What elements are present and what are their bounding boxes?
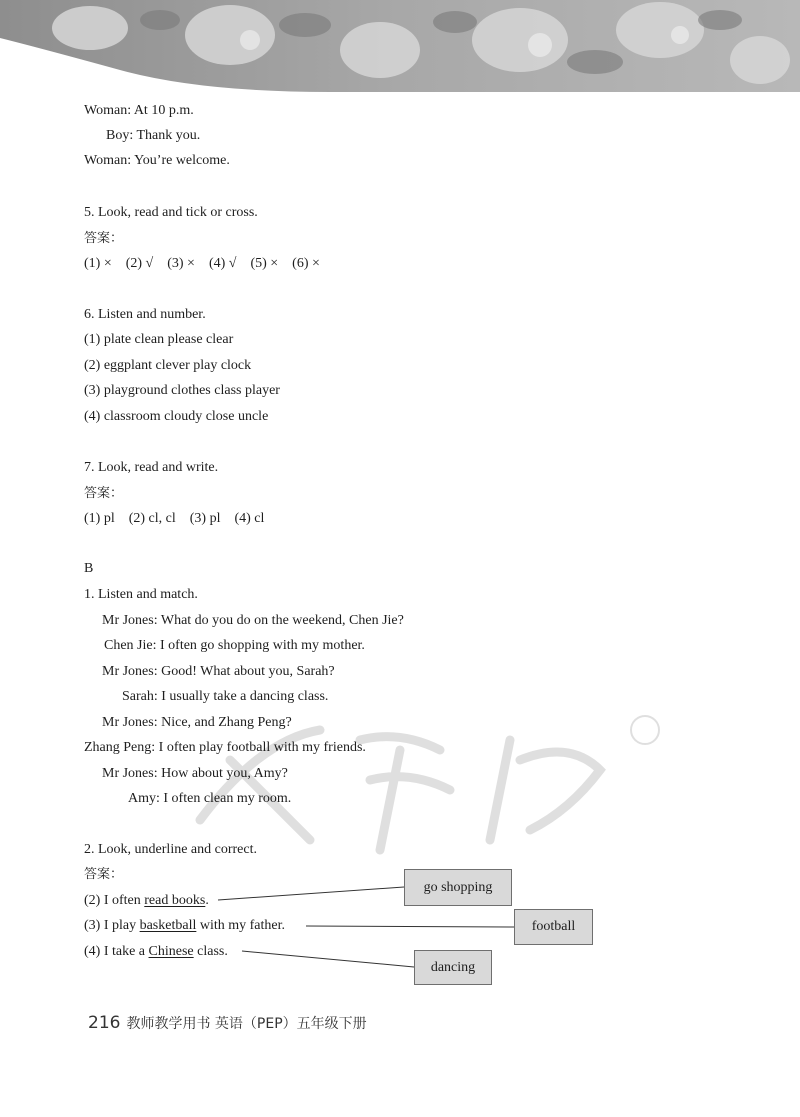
word-list-line: (1) plate clean please clear <box>84 332 234 347</box>
section-7-answers: (1) pl (2) cl, cl (3) pl (4) cl <box>84 511 265 526</box>
dialogue-line: Sarah: I usually take a dancing class. <box>122 689 329 704</box>
answer-label: 答案： <box>84 867 124 882</box>
word-list-line: (3) playground clothes class player <box>84 383 280 398</box>
dialogue-line: Mr Jones: What do you do on the weekend, Chen Jie? <box>102 613 404 628</box>
underlined-error: Chinese <box>148 944 194 959</box>
correction-box: dancing <box>414 950 492 985</box>
decorative-floral-banner <box>0 0 800 92</box>
correction-sentence: (4) I take a Chinese class. <box>84 944 228 959</box>
correction-sentence: (3) I play basketball with my father. <box>84 918 286 933</box>
page-footer <box>88 1013 367 1033</box>
dialogue-line: Mr Jones: Good! What about you, Sarah? <box>102 664 335 679</box>
correction-box: football <box>514 909 593 945</box>
section-5-title: 5. Look, read and tick or cross. <box>84 205 258 220</box>
dialogue-line: Chen Jie: I often go shopping with my mother. <box>104 638 365 653</box>
section-6-title: 6. Listen and number. <box>84 307 206 322</box>
book-title: 教师教学用书 英语（PEP）五年级下册 <box>126 1016 367 1032</box>
dialogue-line: Amy: I often clean my room. <box>128 791 292 806</box>
dialogue-line-woman: Woman: You’re welcome. <box>84 153 230 168</box>
word-list-line: (2) eggplant clever play clock <box>84 358 252 373</box>
dialogue-line: Mr Jones: How about you, Amy? <box>102 766 288 781</box>
connector-line <box>242 951 414 967</box>
b-question-2-title: 2. Look, underline and correct. <box>84 842 257 857</box>
answer-label: 答案： <box>84 486 124 501</box>
underlined-error: read books <box>144 893 206 908</box>
part-b-heading: B <box>84 561 94 576</box>
page-number: 216 <box>88 1013 121 1033</box>
dialogue-line: Zhang Peng: I often play football with my friends. <box>84 740 366 755</box>
correction-box: go shopping <box>404 869 512 906</box>
dialogue-line: Mr Jones: Nice, and Zhang Peng? <box>102 715 292 730</box>
connector-line <box>218 887 404 900</box>
underlined-error: basketball <box>139 918 197 933</box>
dialogue-line-boy: Boy: Thank you. <box>106 128 201 143</box>
section-7-title: 7. Look, read and write. <box>84 460 219 475</box>
word-list-line: (4) classroom cloudy close uncle <box>84 409 269 424</box>
section-5-answers: (1) × (2) √ (3) × (4) √ (5) × (6) × <box>84 256 320 271</box>
answer-label: 答案： <box>84 231 124 246</box>
connector-line <box>306 926 514 927</box>
dialogue-line-woman: Woman: At 10 p.m. <box>84 103 194 118</box>
b-question-1-title: 1. Listen and match. <box>84 587 198 602</box>
correction-sentence: (2) I often read books. <box>84 893 209 908</box>
